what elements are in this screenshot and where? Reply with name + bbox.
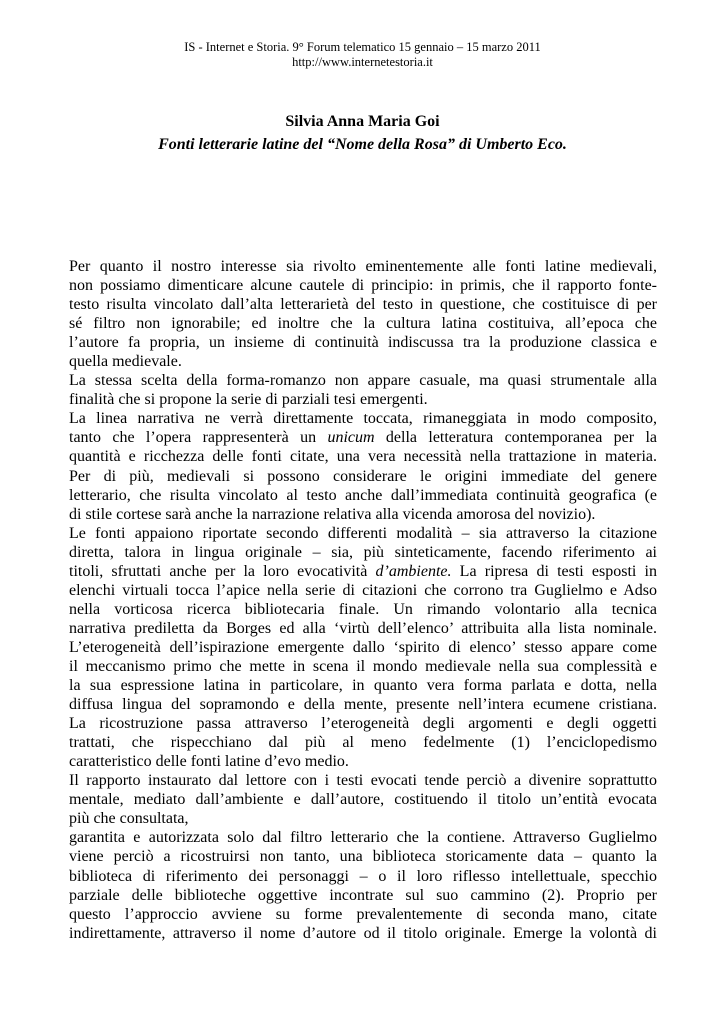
text-line: nella vorticosa ricerca bibliotecaria finale. Un rimando volontario alla tecnica bbox=[69, 600, 657, 618]
text-line: l’autore fa propria, un insieme di continuità indiscussa tra la produzione classica e bbox=[69, 334, 657, 352]
text-line: indirettamente, attraverso il nome d’autore od il titolo originale. Emerge la volontà di bbox=[69, 924, 657, 942]
text-line: diretta, talora in lingua originale – sia, più sinteticamente, facendo riferimento ai bbox=[69, 543, 657, 561]
text-line: Per quanto il nostro interesse sia rivolto eminentemente alle fonti latine medievali, bbox=[69, 258, 657, 275]
text-line: quantità e ricchezza delle fonti citate, una vera necessità nella trattazione in materia. bbox=[69, 448, 657, 466]
text-line: viene perciò a ricostruirsi non tanto, una biblioteca storicamente data – quanto la bbox=[69, 848, 657, 866]
header-url[interactable]: http://www.internetestoria.it bbox=[292, 55, 433, 69]
text-line: questo l’approccio avviene su forme prevalentemente di seconda mano, citate bbox=[69, 905, 657, 923]
text-segment: La ripresa di testi esposti in bbox=[451, 562, 658, 580]
text-line: Le fonti appaiono riportate secondo differenti modalità – sia attraverso la citazione bbox=[69, 524, 657, 542]
text-line: La linea narrativa ne verrà direttamente toccata, rimaneggiata in modo composito, bbox=[69, 410, 657, 428]
text-line: biblioteca di riferimento dei personaggi – o il loro riflesso intellettuale, specchio bbox=[69, 867, 657, 885]
text-line: Il rapporto instaurato dal lettore con i testi evocati tende perciò a divenire soprattutto bbox=[69, 772, 657, 790]
text-line: L’eterogeneità dell’ispirazione emergente dallo ‘spirito di elenco’ stesso appare come bbox=[69, 638, 657, 656]
text-line: garantita e autorizzata solo dal filtro letterario che la contiene. Attraverso Guglielmo bbox=[69, 829, 657, 847]
text-line: parziale delle biblioteche oggettive incontrate sul suo cammino (2). Proprio per bbox=[69, 886, 657, 904]
text-line bbox=[69, 562, 657, 581]
text-line: mentale, mediato dall’ambiente e dall’autore, costituendo il titolo un’entità evocata bbox=[69, 791, 657, 809]
italic-term-dambiente: d’ambiente. bbox=[375, 562, 452, 580]
text-line: sé filtro non ignorabile; ed inoltre che la cultura latina costituiva, all’epoca che bbox=[69, 315, 657, 333]
text-line: il meccanismo primo che mette in scena il mondo medievale nella sua complessità e bbox=[69, 657, 657, 675]
text-line: finalità che si propone la serie di parziali tesi emergenti. bbox=[69, 391, 428, 409]
text-line: di stile cortese sarà anche la narrazione relativa alla vicenda amorosa del novizio). bbox=[69, 505, 596, 523]
text-line: la sua espressione latina in particolare, in quanto vera forma parlata e dotta, nella bbox=[69, 677, 657, 695]
text-line: caratteristico delle fonti latine d’evo medio. bbox=[69, 753, 349, 771]
author-name: Silvia Anna Maria Goi bbox=[285, 113, 440, 130]
body-text bbox=[69, 257, 657, 943]
text-line: non possiamo dimenticare alcune cautele di principio: in primis, che il rapporto fonte- bbox=[69, 277, 657, 295]
text-line: La stessa scelta della forma-romanzo non appare casuale, ma quasi strumentale alla bbox=[69, 372, 657, 390]
text-line: diffusa lingua del sopramondo e della mente, presente nell’intera ecumene cristiana. bbox=[69, 696, 657, 714]
italic-term-unicum: unicum bbox=[327, 429, 375, 447]
text-line bbox=[69, 428, 657, 447]
document-title: Fonti letterarie latine del “Nome della Rosa” di Umberto Eco. bbox=[158, 136, 567, 153]
text-line: La ricostruzione passa attraverso l’eterogeneità degli argomenti e degli oggetti bbox=[69, 715, 657, 733]
text-line: narrativa prediletta da Borges ed alla ‘virtù dell’elenco’ attribuita alla lista nominale. bbox=[69, 619, 657, 637]
text-line: letterario, che risulta vincolato al testo anche dall’immediata continuità geografica (e bbox=[69, 486, 657, 504]
text-segment: titoli, sfruttati anche per la loro evocatività bbox=[69, 562, 376, 580]
text-line: testo risulta vincolato dall’alta letterarietà del testo in questione, che costituisce di per bbox=[69, 296, 657, 314]
text-line: trattati, che rispecchiano dal più al meno fedelmente (1) l’enciclopedismo bbox=[69, 734, 657, 752]
header-line-1: IS - Internet e Storia. 9° Forum telematico 15 gennaio – 15 marzo 2011 bbox=[184, 40, 541, 54]
text-line: elenchi virtuali tocca l’apice nella serie di citazioni che corrono tra Guglielmo e Adso bbox=[69, 581, 657, 599]
text-line: Per di più, medievali si possono considerare le origini immediate del genere bbox=[69, 467, 657, 485]
text-segment: tanto che l’opera rappresenterà un bbox=[69, 429, 328, 447]
text-segment: della letteratura contemporanea per la bbox=[374, 429, 657, 447]
text-line: più che consultata, bbox=[69, 810, 189, 828]
page-header bbox=[0, 40, 725, 70]
text-line: quella medievale. bbox=[69, 353, 182, 371]
